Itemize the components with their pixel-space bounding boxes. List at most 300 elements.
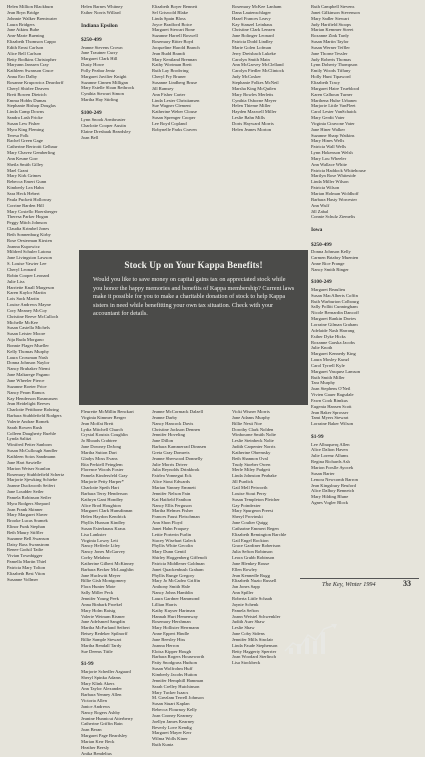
donor-name: Jill Zabal [311,208,329,214]
donor-name: Sheila Smith Gilley [7,161,44,167]
donor-name: Joan Bell [81,134,99,140]
donor-name: Ruth Lay Brodrring [152,68,189,74]
donor-name: Patricia Middlener Goldman [152,560,205,566]
donor-name: Lee Albuquerq Allen [311,441,350,447]
donor-name: Bonnie Flager Mueller [7,342,49,348]
donor-name: Nicole Bernardin Dancoff [311,310,359,316]
donor-name: Suzanne Cinnen Milligan [81,79,128,85]
donor-name: Barbara Yenney Allen [81,692,122,698]
donor-name: Alice Dalboy Bennetch [311,488,355,494]
donor-name: Rosemary McKee Lanham [232,4,282,9]
donor-name: Alice Stout Edwards [152,479,191,485]
donor-name: Flora Hunter Mote [81,584,116,590]
donor-name: Florence Woods Foster [81,467,124,473]
donor-name: Judith Carpenter Norris [232,444,276,450]
donor-column-1 [7,4,76,582]
donor-name: Linda Lester Christiansen [152,97,200,103]
donor-name: Renee Godsil Tatlie [7,547,44,553]
donor-name: Julie Knoth [311,345,333,351]
donor-name: Mary Kirk Grimes [7,173,42,179]
donor-name: Peggy Mitch Johnson [7,220,47,226]
donor-name: Susan Werner Teffler [311,44,350,50]
donor-name: Lydia Mitchell Church [81,426,123,432]
donor-name: Suzanne Bell Swanson [7,535,50,541]
donor-name: Julie Lorenz Allums [311,453,349,459]
donor-name: Marian Holman Woldhoff [311,191,359,196]
donor-name: Jane Hart Sawtelle [7,459,42,465]
donor-name: Mary Kentland Brennan [152,56,197,62]
donor-name: Emily Woods Tiffany [311,68,351,74]
donor-name: Winifred Petter Sanborn [7,442,52,448]
donor-name: Kathleen Sotos Sandmann [7,453,56,459]
donor-name: Laura Bridgers [7,21,35,27]
donor-name: Phyllis Runge Gregory [152,572,195,578]
donor-name: Jean Moffat Brett [81,420,114,426]
donor-name: Emma Hobbs Dumas [7,97,47,103]
donor-name: Sally Miller Peck [81,590,114,596]
donor-name: Jennifer Hoveling [152,432,186,438]
donor-name: Betsey Redeker Spilnorff [81,631,128,637]
donor-name: Harriette Knall Margeson [7,284,55,290]
donor-name: Christine Jackson Dennen [152,426,200,432]
donor-name: Mary Margaret Slaver [7,512,48,518]
donor-name: Margaret Clark Hunsdinnan [81,508,133,514]
donor-name: Nancy Smith Ringer [311,266,349,272]
donor-name: Suzanne Roeter Price [7,383,47,389]
donor-name: Brett Bowen Dietrich [7,91,47,97]
donor-name: Beth Sonnenburg Kirby [7,231,51,237]
donor-name: Lynda Salitzi [7,436,32,442]
donor-name: Lillian Harris [152,601,177,607]
donor-name: Ann Shon Floyd [152,520,183,526]
donor-name: Jennifer Hemphill Hamman [152,677,204,683]
donor-name: Elizabeth Tracy [311,79,340,85]
stock-benefits-callout [79,250,308,405]
donor-name: Jane Maltarege Pagano [7,372,50,378]
donor-name: Nancy Hefferle Liley [81,543,121,549]
list-subheading: $100-249 [81,109,102,116]
donor-name: Jeanne Sherwood Donnelly [152,455,203,461]
donor-name: Joann Weistel Schwenkler [232,613,281,619]
donor-name: Lynn Doherty Thompson [311,62,358,68]
donor-name: Daisy Bass Swanstrom [7,541,50,547]
donor-name: Aija Ruda Morgano [7,337,44,343]
donor-name: Ruth Smith Miller [311,374,345,380]
donor-name: Rosemary Stubblefield Schertz [7,471,65,477]
donor-name: Jean Bryn Bridge [7,9,40,15]
donor-name: Brooke Lucas Sramek [7,518,48,524]
donor-name: Valerie Weinum Rismer [81,613,125,619]
donor-name: Roxanne Zink Tardy [311,33,349,39]
donor-name: Theresa Parker Hogan [7,214,49,220]
donor-name: Elinor Funk Stephan [7,524,46,530]
donor-name: Cheryl Shirlee Deaven [7,85,49,91]
donor-name: Karen Calhoun Turner [311,91,353,97]
donor-name: Patty Snodgrass Hudson [152,660,197,666]
donor-name: Jeanne McCormack Dalzell [152,409,204,414]
donor-name: Jennifer Young Peek [81,596,119,601]
donor-name: Ruth Warburton Colbourg [311,298,359,304]
donor-name: Gay Poindexter [232,502,261,508]
donor-name: Judy Roberts Thomas [311,56,351,62]
donor-name: Betty Bodkins Christopher [7,56,57,62]
donor-name: Alice Dalton Haven [311,447,348,453]
list-subheading: $1-99 [311,434,324,440]
donor-name: Susan MacAlberts Coffin [311,292,358,298]
donor-name: Dana Lautenschlager [232,9,271,15]
donor-name: Jane Coulter Quigg [232,520,268,526]
donor-name: Mary Holm Raisig [81,607,116,613]
donor-name: Leslie Steinbeck Nolte [232,438,274,444]
donor-name: Hannah Hurt Hemenway [152,613,198,619]
donor-name: Myra King Fleming [7,126,44,132]
donor-name: Fairlea Vonnegut Eck [152,473,192,479]
donor-name: Lisa Lankster [81,531,107,537]
donor-name: Marie Golen Lofman [232,44,272,50]
donor-name: Hazel Frances Leavy [232,15,271,21]
donor-name: Susan Castella Michels [7,325,50,331]
donor-name: Linda Camp Downs [7,109,45,115]
donor-name: Margaret Rankin Davies [311,316,357,322]
donor-name: Sue Deems Tittle [81,648,113,654]
donor-name: Margaret Haire Trueblood [311,85,360,91]
donor-name: Jo Rhoads Crabtree [81,438,117,444]
donor-name: Kimberly Jacobs Hutton [152,671,197,677]
donor-name: Frances Faust Fleischman [152,514,200,520]
donor-name: Julia Sefton Robinson [232,549,273,555]
donor-name: Susan Barter [311,470,335,476]
donor-name: Jeanine Hunnicut Atterberry [81,715,134,721]
donor-name: Billie Gish Montgomery [81,578,127,584]
donor-name: Phyllis Hunson Kindley [81,520,126,526]
donor-name: Kathryn Gant Hondley [81,496,124,502]
donor-name: Ann Wallace White [311,161,347,167]
donor-name: Nancy Rogers Ashby [81,709,121,715]
donor-name: Joan Cooney Kearney [152,712,193,718]
donor-name [81,103,147,109]
donor-name: Rosemary Hershman [152,619,191,625]
donor-name: Barbara Rogers Houseworth [152,654,205,660]
donor-name: Jane Downey DeJong [81,444,122,450]
donor-name: Marian Kerr Beck [81,739,115,744]
donor-column-4-lower [232,409,308,666]
donor-name: Linda Miller Wilson [311,179,349,185]
donor-name: Marian Vanney Emmett [152,484,196,490]
donor-name: Merle Miley Padgett [232,467,271,473]
donor-name: Myra Rodgers Shepard [7,500,50,506]
donor-name: Mary Dunn Gentil [152,549,186,555]
list-subheading: Indiana Epsilon [81,22,118,29]
donor-name: Susan McCullough Sandler [7,448,58,454]
donor-name: Carmen Brtabry Muenten [311,254,359,260]
donor-name: Jane Beesley Hiss [152,636,186,642]
donor-name: Elizabeth Nuzio Russell [232,578,277,584]
donor-name: Colleen Daugherty Ruehle [7,430,56,436]
donor-name: Lenora Newcomb Barron [311,476,358,482]
donor-name: Jane Atkins Bube [7,27,40,33]
donor-name: Pamela Kindersfeld Gray [81,473,128,479]
donor-name: Heather Beesly [81,744,110,750]
donor-name: Margaret Juvilier Knight [81,73,127,79]
donor-name: Marion Forslle Ayocek [311,464,354,470]
donor-name: Ann Taylor Alexander [81,686,122,692]
donor-name: Cynthia Osborne Meyer [232,97,277,103]
donor-name: Julia Reynolds Drinkbrok [152,467,200,473]
donor-name: Jane Huchwitt Meyer [81,572,121,578]
donor-name: Edith Ernst Carlson [7,44,44,50]
donor-name: Lynn Hokenson Welsh [311,150,353,156]
donor-name: Mary Klink Akers [81,680,115,686]
donor-name: Leslie Bahn Mills [232,115,265,121]
donor-name: Ann-Marie Buening [7,33,45,39]
donor-name: Ann Wulf [311,202,330,208]
donor-name: Jane Blenkey Rouse [232,560,270,566]
donor-name: Martha Rendall Tardy [81,642,122,648]
donor-name: Regina Richards Ash [311,459,350,465]
donor-name: Jean Budd Brandt [152,50,185,56]
donor-name: Jean Heidelight Reeves [7,401,51,407]
donor-name: Helen Jeanes Morton [232,126,272,132]
donor-name: Cheryl Fry Bruner [152,74,186,80]
donor-name: Mary Chavez Gemberling [7,150,55,156]
donor-name: Pamela Sefton [232,607,259,613]
donor-name: Jean Kingsbury Beuford [311,482,356,488]
donor-name: Suzanne Harrell Boswell [152,33,198,39]
donor-name: Virginia Kimmer Berger [81,414,126,420]
donor-name: Elizabeth Boyer Bennett [152,4,198,9]
donor-name: Margaret Beaulieu [311,286,346,292]
donor-name: Patricia Dodd Lindley [232,39,273,45]
list-subheading: Iowa [311,227,323,234]
donor-name: Ann McGarvey McClelland [232,62,284,68]
donor-name: Ann Spiller [232,590,254,596]
donor-name: Karen Kaylor Martin [7,290,46,296]
donor-name: Esther Norris Willard [81,9,121,15]
donor-name: Elizabeth Thomson Cappo [7,39,56,45]
donor-name: Teresa Folk [7,132,29,138]
donor-name: Lettie Porterin Furlin [152,531,192,537]
donor-name: Rebecca Flournoy Kelly [152,707,197,713]
donor-name: Laura Mosley Kunzl [311,357,350,363]
donor-name: Katherine Weber Clouse [152,109,197,115]
donor-name: Anna Ero Dalby [7,74,38,80]
donor-name: Barbara Terry Henderson [81,490,128,496]
donor-name: Ellen Rowley [232,566,258,572]
donor-name: Charlotte Speth Hart [81,484,120,490]
donor-name: Marion Weiser Scanlon [7,465,51,471]
donor-name: Linda Faude Stephenson [232,642,278,648]
donor-name: Joanna Kupowicz [7,243,40,249]
donor-name: Esther Dyke Hicks [311,333,346,339]
donor-name: Mary Sadler Stewart [311,15,350,21]
donor-name: Susan Esterknaus Kraus [81,525,126,531]
donor-name: Kat Hatfield Fanthon [152,496,192,502]
donor-name: Louise Andrews Mayne [7,302,51,308]
donor-name: Nancy Brubaker Niemi [7,366,50,372]
donor-name: Beth Maury Stiffler [7,529,44,535]
donor-name: Joyce Bradford Boice [152,21,193,27]
donor-name: Mary Gerdit Vater [311,115,345,121]
donor-name: Margaret Stewart Bone [152,27,195,33]
donor-name [311,220,419,226]
donor-name: Christine Reeve McCulloch [7,313,59,319]
donor-name: Maryann Janssen Cray [7,62,49,68]
donor-name: Margaret Clark Hill [81,56,118,62]
donor-name: Mary Estelle Sloan Rethrock [81,85,135,91]
donor-name: Stacey Wisehart Galeck [152,537,196,543]
donor-name: Victoria Allen [81,698,107,704]
donor-name: Trudy Stoeber Owen [232,461,271,467]
donor-name: Elizabeth Remington Barchle [232,531,287,537]
donor-name: Mary Tucker Isaacs [152,689,189,695]
donor-name: Vivian Townbigger [7,553,43,559]
donor-name: Phyllis White Gecolin [152,543,193,549]
donor-name: Anne Rice Prange [311,260,345,266]
donor-name: Nancy Jones McGarvey [81,549,126,555]
donor-name: Marilyn Rose Whiteside [311,173,356,179]
donor-name: Wilma Wolls Kiner [152,736,188,742]
donor-name: Sarah Rowen Rush [7,424,43,430]
donor-name: Jacqueline Harold Branch [152,44,200,50]
donor-name: Jaynie Schenk [232,601,259,607]
donor-name: Linda Johnston Peabake [232,473,277,479]
donor-name: Nancy Hancock Davis [152,420,194,426]
donor-name: Cynthia Stewart Simon [81,91,124,97]
donor-name: Jane Coby Sidens [232,631,265,637]
donor-name: Julie Morris Driver [152,461,188,467]
donor-name: Rebecca Emert Gunn [7,179,47,185]
donor-name: Ann Fisher Carter [152,91,186,97]
donor-name: Mary Lou Wheeler [311,155,347,161]
donor-name: Sally Pollitt Cunningham [311,304,358,310]
donor-name: Claudia Krimbel Jones [7,226,50,232]
donor-name: Christine Clark Lenzen [232,27,275,33]
donor-name: Mary Costello Hoersberger [7,208,58,214]
donor-name: Janice Andrews [81,703,110,709]
donor-name: Ruth Campbell Stevens [311,4,355,9]
donor-name: Nancy Ellis Ferguson [152,502,192,508]
donor-name: Catherine Griffin Bain [81,721,123,727]
donor-name: Anne Eppert Hindle [152,631,189,637]
donor-name: Barbara Hasty Worcester [311,196,357,202]
donor-name: Anika Bendelius [81,750,112,756]
donor-name: Doris Hayward Morris [232,120,274,126]
donor-name: Kimberly Lea Hahn [7,185,44,191]
donor-column-5 [311,4,419,556]
donor-name: Paula Puckett Holloway [7,196,52,202]
donor-name: Kelly Thomas Murphy [7,348,50,354]
donor-name: Patricia Haddock Whitehouse [311,167,366,173]
donor-name: Judith Auer Shaw [232,619,265,625]
donor-name: Billie Sample Stewart [81,636,122,642]
donor-name: Joan Woodard Sterlinch [232,654,276,660]
donor-name: Vicki Wisner Morris [232,409,270,414]
donor-name: Sandra Lash Fricke [7,115,43,121]
donor-name: Sel Griswold Blake [152,9,188,15]
donor-name: Valerie Andrae Romek [7,418,49,424]
issue-label: The Key, Winter 1994 [322,581,376,588]
donor-name: Mildred Schuler Latona [7,249,51,255]
donor-name: Patricia Wilson [311,185,340,191]
donor-name: Roberta Little Schaab [232,596,273,601]
donor-name: Robynelle Parks Craven [152,126,197,132]
donor-column-2-lower [81,409,151,756]
donor-name: Mary Bowles Merletts [232,91,274,97]
donor-name: Jane Adams Murphy [232,414,271,420]
donor-name: Susan Stuart Kaplan [152,701,190,707]
donor-name: Helen Million Blackburn [7,4,54,9]
donor-name: Margaret Mayer Kerr [152,730,192,736]
donor-name: Ann Keune Gorr [7,155,38,161]
donor-name: Lois Sack Martin [7,296,39,302]
donor-name: Marjorie Schedler Aagaard [81,668,131,674]
donor-name [81,654,151,660]
donor-name: Martha McFarland Seibert [81,625,130,631]
donor-name: Jeanne Stevens Crown [81,44,123,50]
donor-name: Mary Spurgeon Preest [232,508,273,514]
donor-name: Stephanie Folkes McNeil [232,79,279,85]
donor-name: Janet Quackenbush Graham [152,566,204,572]
donor-name [81,16,147,22]
donor-name: Leora Grubb Robinson [232,555,275,561]
donor-name: Barbara Becker McLaughlin [81,566,134,572]
donor-name: Rose Oesterman Kirsten [7,237,52,243]
donor-name: Mary Hines Wells [311,138,345,144]
donor-name: Billie Nesti Noe [232,420,262,426]
donor-name: Leslie Shaw [232,625,255,631]
donor-name: Connie Schulz Ziemelis [311,214,356,220]
donor-name: Jill Ramsey [152,85,174,91]
donor-name: Margaret Page Beardsley [81,733,128,739]
donor-name: Donna Johnson Kelly [311,249,351,255]
donor-name: Greta Gray Domreis [152,449,190,455]
donor-name: Susan Leister Moore [7,331,46,337]
donor-name: Linda Spain Bloss [152,15,186,21]
donor-name: Charlotte Pettibone Rohring [7,407,59,413]
donor-name: Eloisa Kipper Hough [152,648,192,654]
donor-name: Rosanne Krupowicz Deardorff [7,79,64,85]
donor-name: Marthena Hulse Urbanec [311,97,358,103]
donor-name: Janet Hahn Fraquey [152,525,189,531]
donor-name: Elaine Dresbaak Beardsley [81,129,131,135]
donor-name: Jeanne Darby [152,414,178,420]
donor-name: Laura Crossman Nash [7,354,48,360]
list-subheading: $1-99 [81,661,94,668]
donor-name: Gladys Moss Evans [81,455,118,461]
donor-name: Nancy Johns Hamblin [152,590,193,596]
donor-name: Holly Hunt Tipaword [311,74,351,80]
donor-name: Kay Henderson Rasmussen [7,395,58,401]
donor-name: Jane Dillon [152,438,174,444]
donor-name: Patricia Mary Tolton [7,565,46,570]
donor-name: Patricia Wall Wells [311,144,347,150]
donor-name: Gail Mell Petworth [232,484,268,490]
donor-name: Suzanne Sharp Watkins [311,132,355,138]
donor-name: Charlotte Cooper Austin [81,123,126,129]
donor-name: Virginia Lowry Lett [81,537,118,543]
donor-name: Lorraine Baker Wilson [311,421,354,427]
donor-name: Elizabeth Best Viton [7,570,45,576]
donor-name: Sarah Crelley Hutchinson [152,683,200,689]
donor-name: Vivien Gauer Ragsdale [311,392,354,398]
donor-name: Virginia Ciravone Vater [311,120,355,126]
donor-name: Margaret Kennedy King [311,351,356,357]
donor-name: Lynn Snook Armbruster [81,117,126,123]
donor-name: Jane Wheeler Pierce [7,378,45,383]
donor-name: Jane Adelsmed Sangdin [81,619,125,625]
callout-body: Would you like to save money on capital gains tax on appreciated stock while you honor the happy memories and benefits of Kappa membership? Current laws make it possible for you to make a charitable donation of stock to help Kappa sisters in need while benefitting your own tax situation. Check with your accountant for details. [93,276,295,318]
donor-name: Cheryl Leonard [7,266,36,272]
